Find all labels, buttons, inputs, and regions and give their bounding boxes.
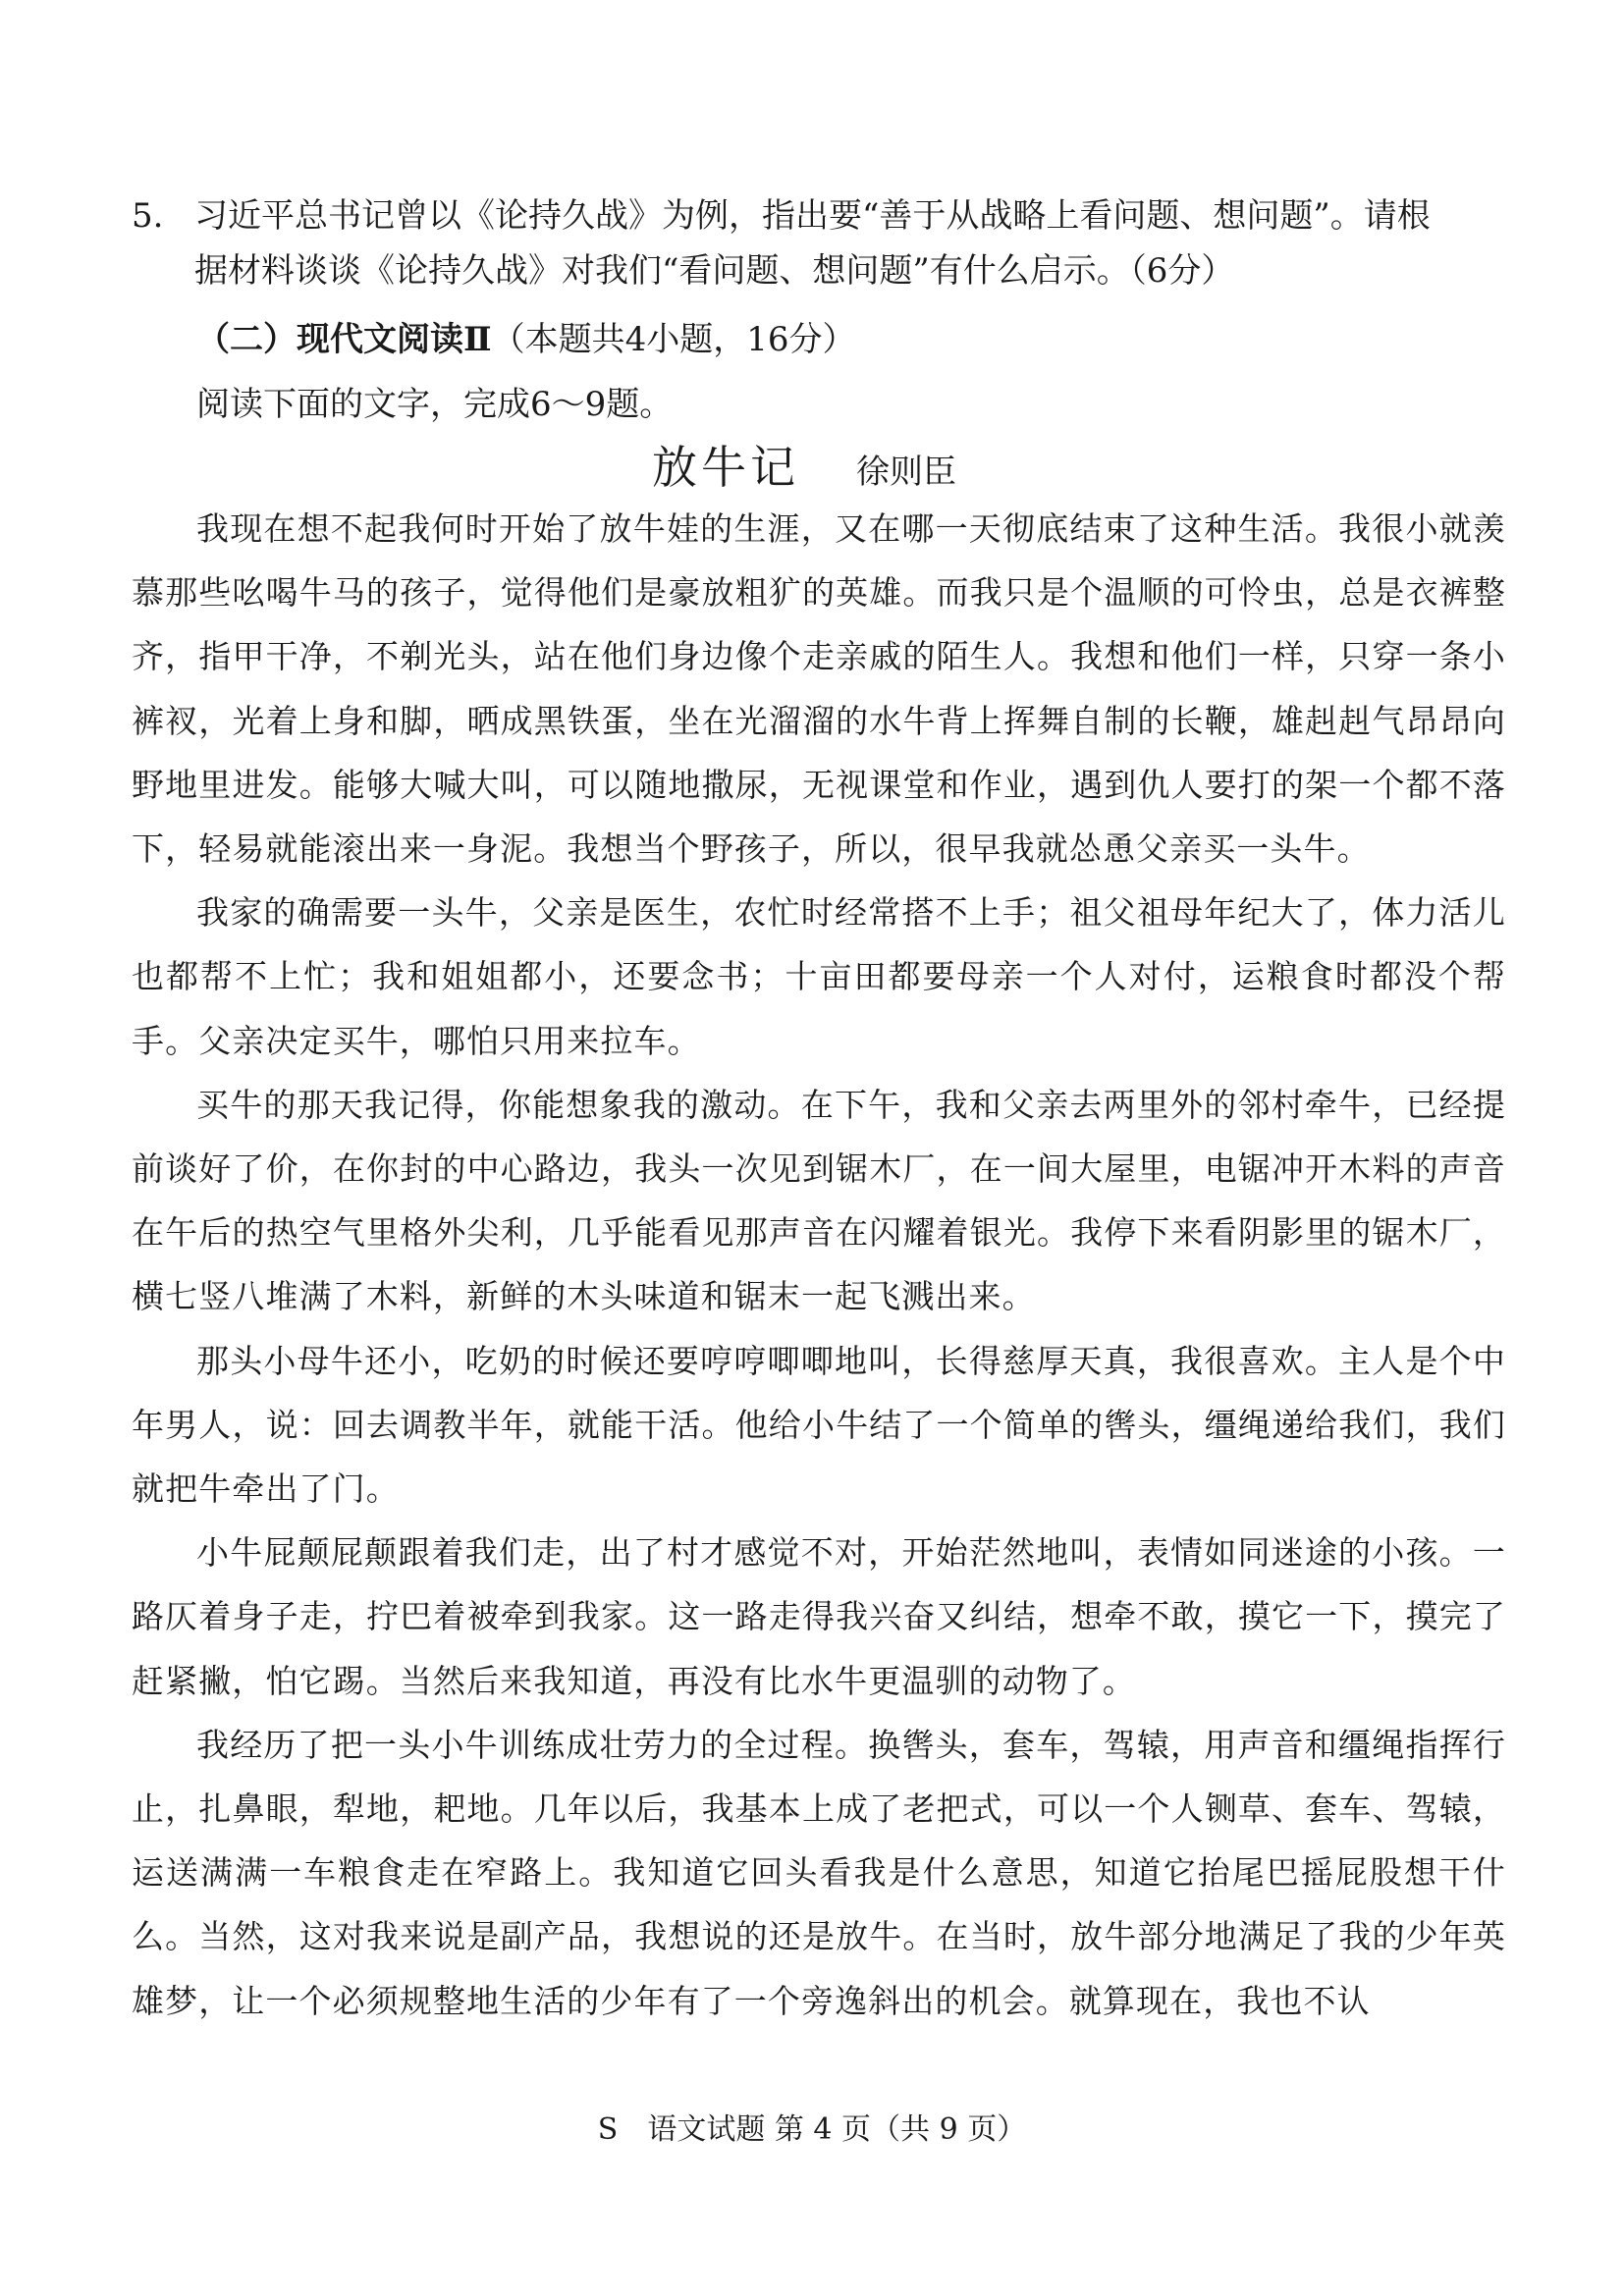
question-5-line-1 — [132, 188, 1506, 243]
article-paragraph: 那头小母牛还小，吃奶的时候还要哼哼唧唧地叫，长得慈厚天真，我很喜欢。主人是个中年男人，说：回去调教半年，就能干活。他给小牛结了一个简单的辔头，缰绳递给我们，我们就把牛牵出了门。 — [132, 1341, 1506, 1509]
article-body — [132, 497, 1506, 2033]
article-paragraph: 买牛的那天我记得，你能想象我的激动。在下午，我和父亲去两里外的邻村牵牛，已经提前谈好了价，在你封的中心路边，我头一次见到锯木厂，在一间大屋里，电锯冲开木料的声音在午后的热空气里格外尖利，几乎能看见那声音在闪耀着银光。我停下来看阴影里的锯木厂，横七竖八堆满了木料，新鲜的木头味道和锯末一起飞溅出来。 — [132, 1085, 1506, 1316]
question-text-line-2: 据材料谈谈《论持久战》对我们“看问题、想问题”有什么启示。（6分） — [194, 251, 1235, 291]
page-footer: S 语文试题 第 4 页（共 9 页） — [597, 2112, 1027, 2147]
article-heading — [652, 432, 956, 497]
section-title: （二）现代文阅读Ⅱ — [196, 320, 492, 359]
article-author: 徐则臣 — [856, 453, 956, 492]
article-title: 放牛记 — [652, 441, 799, 494]
section-heading — [196, 312, 856, 367]
question-5 — [132, 188, 1506, 298]
section-detail: （本题共4小题，16分） — [491, 320, 856, 359]
reading-instructions: 阅读下面的文字，完成6～9题。 — [196, 385, 674, 424]
question-number: 5. — [132, 196, 164, 236]
article-paragraph: 我家的确需要一头牛，父亲是医生，农忙时经常搭不上手；祖父祖母年纪大了，体力活儿也都帮不上忙；我和姐姐都小，还要念书；十亩田都要母亲一个人对付，运粮食时都没个帮手。父亲决定买牛，哪怕只用来拉车。 — [132, 893, 1506, 1060]
article-paragraph: 我经历了把一头小牛训练成壮劳力的全过程。换辔头，套车，驾辕，用声音和缰绳指挥行止，扎鼻眼，犁地，耙地。几年以后，我基本上成了老把式，可以一个人铡草、套车、驾辕，运送满满一车粮食走在窄路上。我知道它回头看我是什么意思，知道它抬尾巴摇屁股想干什么。当然，这对我来说是副产品，我想说的还是放牛。在当时，放牛部分地满足了我的少年英雄梦，让一个必须规整地生活的少年有了一个旁逸斜出的机会。就算现在，我也不认 — [132, 1725, 1506, 2020]
article-paragraph: 小牛屁颠屁颠跟着我们走，出了村才感觉不对，开始茫然地叫，表情如同迷途的小孩。一路仄着身子走，拧巴着被牵到我家。这一路走得我兴奋又纠结，想牵不敢，摸它一下，摸完了赶紧撇，怕它踢。当然后来我知道，再没有比水牛更温驯的动物了。 — [132, 1533, 1506, 1700]
article-paragraph: 我现在想不起我何时开始了放牛娃的生涯，又在哪一天彻底结束了这种生活。我很小就羡慕那些吆喝牛马的孩子，觉得他们是豪放粗犷的英雄。而我只是个温顺的可怜虫，总是衣裤整齐，指甲干净，不剃光头，站在他们身边像个走亲戚的陌生人。我想和他们一样，只穿一条小裤衩，光着上身和脚，晒成黑铁蛋，坐在光溜溜的水牛背上挥舞自制的长鞭，雄赳赳气昂昂向野地里进发。能够大喊大叫，可以随地撒尿，无视课堂和作业，遇到仇人要打的架一个都不落下，轻易就能滚出来一身泥。我想当个野孩子，所以，很早我就怂恿父亲买一头牛。 — [132, 509, 1506, 869]
question-text-line-1: 习近平总书记曾以《论持久战》为例，指出要“善于从战略上看问题、想问题”。请根 — [194, 196, 1431, 236]
